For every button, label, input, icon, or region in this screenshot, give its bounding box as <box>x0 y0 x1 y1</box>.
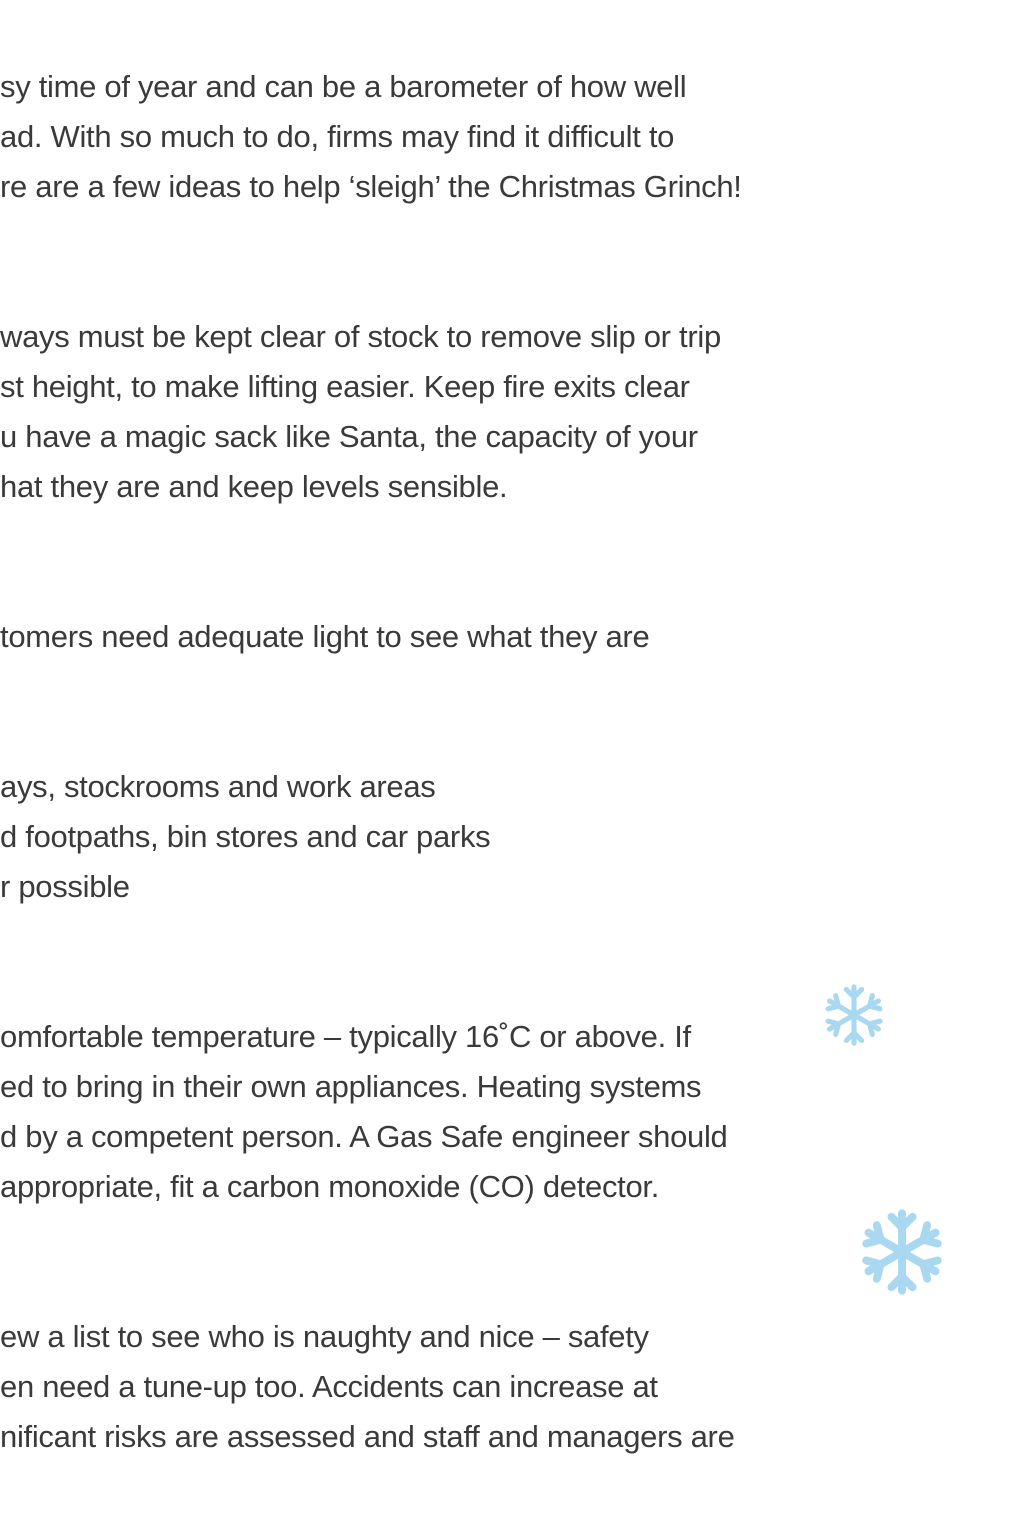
snowflake-icon <box>858 1204 946 1300</box>
paragraph-1-line-1: sy time of year and can be a barometer of how well <box>0 69 687 104</box>
paragraph-6-line-1: ew a list to see who is naughty and nice – safety <box>0 1319 649 1354</box>
paragraph-2-line-2: st height, to make lifting easier. Keep fire exits clear <box>0 369 690 404</box>
snowflake-large-graphic <box>858 1204 946 1300</box>
paragraph-4-line-1: ays, stockrooms and work areas <box>0 769 436 804</box>
paragraph-5-line-1: omfortable temperature – typically 16˚C or above. If <box>0 1019 691 1054</box>
paragraph-1-line-2: ad. With so much to do, firms may find it difficult to <box>0 119 675 154</box>
paragraph-1-line-3: re are a few ideas to help ‘sleigh’ the Christmas Grinch! <box>0 169 742 204</box>
paragraph-2-line-4: hat they are and keep levels sensible. <box>0 469 508 504</box>
paragraph-6-line-3: nificant risks are assessed and staff and managers are <box>0 1419 735 1454</box>
paragraph-5-line-4: appropriate, fit a carbon monoxide (CO) detector. <box>0 1169 660 1204</box>
paragraph-4-line-3: r possible <box>0 869 130 904</box>
snowflake-icon <box>822 980 886 1050</box>
paragraph-2-line-1: ways must be kept clear of stock to remove slip or trip <box>0 319 721 354</box>
paragraph-2-line-3: u have a magic sack like Santa, the capacity of your <box>0 419 698 454</box>
paragraph-5-line-2: ed to bring in their own appliances. Heating systems <box>0 1069 702 1104</box>
paragraph-3-line-1: tomers need adequate light to see what they are <box>0 619 650 654</box>
snowflake-small-graphic <box>822 980 886 1050</box>
paragraph-6-line-2: en need a tune-up too. Accidents can increase at <box>0 1369 658 1404</box>
paragraph-5-line-3: d by a competent person. A Gas Safe engineer should <box>0 1119 728 1154</box>
paragraph-4-line-2: d footpaths, bin stores and car parks <box>0 819 491 854</box>
